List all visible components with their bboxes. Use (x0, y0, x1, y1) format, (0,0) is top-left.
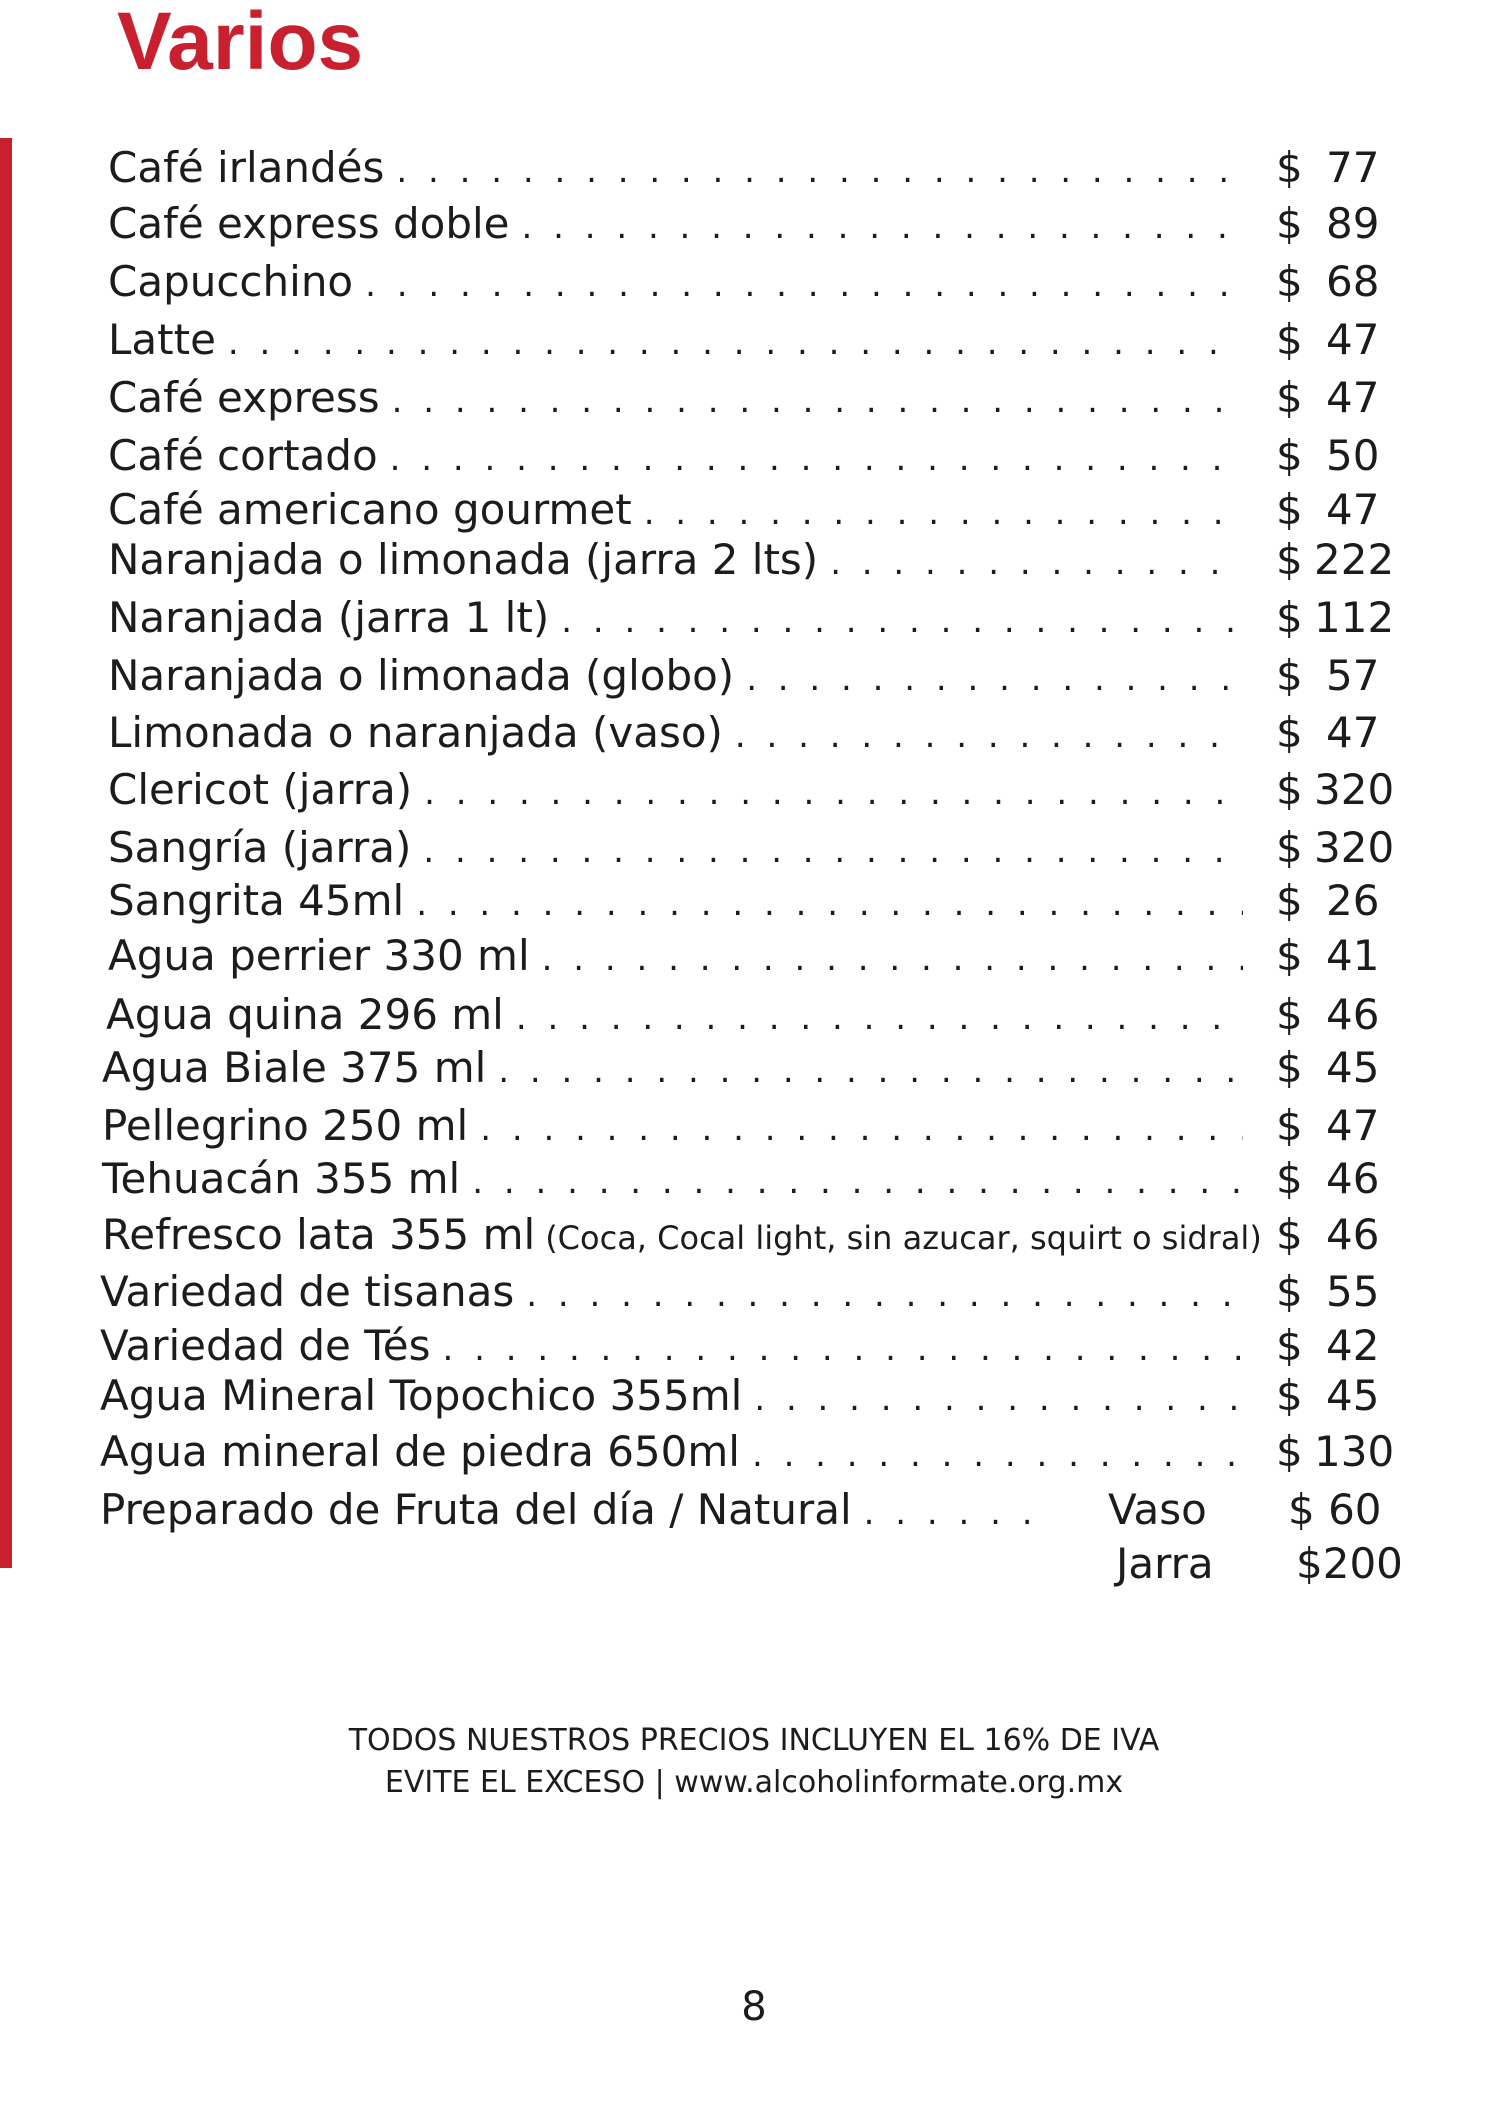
menu-item (108, 428, 1255, 484)
item-name: Preparado de Fruta del día / Natural (100, 1485, 852, 1534)
dot-leader (516, 990, 1243, 1046)
menu-item (108, 370, 1255, 426)
currency-symbol: $ (1276, 708, 1303, 757)
menu-item (108, 532, 1255, 588)
currency-symbol: $ (1276, 990, 1303, 1039)
menu-item (108, 196, 1255, 252)
item-name: Agua perrier 330 ml (108, 931, 530, 980)
currency-symbol: $ (1276, 876, 1303, 925)
currency-symbol: $ (1276, 823, 1303, 872)
menu-item (108, 873, 1255, 929)
item-name: Variedad de tisanas (100, 1267, 515, 1316)
price-amount: 45 (1326, 1371, 1380, 1420)
menu-item (102, 1098, 1255, 1154)
currency-symbol: $ (1276, 651, 1303, 700)
menu-item-fruit (100, 1482, 1065, 1538)
menu-item (108, 590, 1255, 646)
menu-item (100, 1424, 1255, 1480)
size-option (1108, 1536, 1403, 1590)
menu-item (100, 1368, 1255, 1424)
item-name: Naranjada (jarra 1 lt) (108, 593, 550, 642)
dot-leader (521, 199, 1243, 255)
item-name: Naranjada o limonada (globo) (108, 651, 735, 700)
menu-item (102, 1040, 1255, 1096)
price-amount: 42 (1326, 1321, 1380, 1370)
currency-symbol: $ (1276, 931, 1303, 980)
price-amount: 26 (1326, 876, 1380, 925)
dot-leader (396, 143, 1243, 199)
menu-item (102, 1207, 1262, 1263)
menu-item (108, 648, 1255, 704)
item-price (1276, 1207, 1416, 1263)
size-label: Vaso (1108, 1485, 1207, 1534)
item-name: Variedad de Tés (100, 1321, 431, 1370)
item-name: Clericot (jarra) (108, 765, 413, 814)
item-name: Agua mineral de piedra 650ml (100, 1427, 740, 1476)
item-price (1276, 312, 1416, 368)
dot-leader (752, 1427, 1243, 1483)
price-amount: 320 (1314, 765, 1395, 814)
menu-item (100, 1264, 1255, 1320)
price-amount: 47 (1326, 708, 1380, 757)
size-option (1108, 1482, 1403, 1536)
price-amount: 320 (1314, 823, 1395, 872)
item-price (1276, 254, 1416, 310)
menu-item (102, 1151, 1255, 1207)
price-amount: 46 (1326, 1210, 1380, 1259)
item-price (1276, 1318, 1416, 1374)
price-amount: 47 (1326, 315, 1380, 364)
item-name: Café cortado (108, 431, 378, 480)
item-name: Refresco lata 355 ml (102, 1210, 536, 1259)
price-amount: 130 (1314, 1427, 1395, 1476)
item-name: Capucchino (108, 257, 354, 306)
currency-symbol: $ (1276, 315, 1303, 364)
menu-item (108, 762, 1255, 818)
price-amount: 46 (1326, 990, 1380, 1039)
price-amount: 50 (1326, 431, 1380, 480)
item-price (1276, 196, 1416, 252)
menu-item (108, 928, 1255, 984)
item-price (1276, 428, 1416, 484)
page-title: Varios (117, 0, 364, 87)
dot-leader (423, 823, 1243, 879)
item-price (1276, 370, 1416, 426)
dot-leader (416, 876, 1243, 932)
item-name: Sangrita 45ml (108, 876, 405, 925)
item-price (1276, 1264, 1416, 1320)
item-price (1276, 987, 1416, 1043)
price-amount: 47 (1326, 373, 1380, 422)
currency-symbol: $ (1276, 535, 1303, 584)
dot-leader (390, 431, 1243, 487)
dot-leader (365, 257, 1243, 313)
currency-symbol: $ (1276, 1371, 1303, 1420)
menu-item (108, 254, 1255, 310)
item-name: Agua Biale 375 ml (102, 1043, 487, 1092)
item-price (1276, 820, 1404, 876)
dot-leader (472, 1154, 1243, 1210)
item-name: Agua Mineral Topochico 355ml (100, 1371, 743, 1420)
item-price (1276, 648, 1416, 704)
item-price (1276, 1424, 1404, 1480)
price-amount: 68 (1326, 257, 1380, 306)
dot-leader (830, 535, 1243, 591)
price-amount: 57 (1326, 651, 1380, 700)
currency-symbol: $ (1276, 485, 1303, 534)
currency-symbol: $ (1276, 1043, 1303, 1092)
dot-leader (424, 765, 1243, 821)
currency-symbol: $ (1276, 593, 1303, 642)
dot-leader (735, 708, 1243, 764)
price-amount: 222 (1314, 535, 1395, 584)
dot-leader (526, 1267, 1243, 1323)
size-price: $200 (1296, 1539, 1403, 1588)
price-amount: 112 (1314, 593, 1395, 642)
dot-leader (392, 373, 1243, 429)
item-name: Café express doble (108, 199, 510, 248)
responsible-drinking-notice: EVITE EL EXCESO | www.alcoholinformate.org.mx (384, 1765, 1124, 1800)
tax-notice: TODOS NUESTROS PRECIOS INCLUYEN EL 16% DE IVA (348, 1723, 1160, 1758)
item-name: Tehuacán 355 ml (102, 1154, 461, 1203)
item-name: Naranjada o limonada (jarra 2 lts) (108, 535, 819, 584)
footer (0, 1720, 1508, 1804)
currency-symbol: $ (1276, 1427, 1303, 1476)
dot-leader (542, 931, 1243, 987)
item-name: Café irlandés (108, 143, 385, 192)
menu-item (108, 820, 1255, 876)
currency-symbol: $ (1276, 257, 1303, 306)
price-amount: 47 (1326, 1101, 1380, 1150)
currency-symbol: $ (1276, 1210, 1303, 1259)
item-price (1276, 1040, 1416, 1096)
currency-symbol: $ (1276, 143, 1303, 192)
menu-item (108, 140, 1255, 196)
dot-leader (480, 1101, 1243, 1157)
item-name: Café express (108, 373, 380, 422)
item-price (1276, 705, 1416, 761)
size-label: Jarra (1116, 1539, 1214, 1588)
item-name: Latte (108, 315, 216, 364)
currency-symbol: $ (1276, 373, 1303, 422)
page-number: 8 (741, 1984, 767, 2030)
currency-symbol: $ (1276, 199, 1303, 248)
dot-leader (228, 315, 1243, 371)
currency-symbol: $ (1276, 1101, 1303, 1150)
fruit-size-prices (1108, 1482, 1403, 1590)
dot-leader (561, 593, 1243, 649)
item-price (1276, 1151, 1416, 1207)
item-price (1276, 1368, 1416, 1424)
item-price (1276, 590, 1404, 646)
price-amount: 41 (1326, 931, 1380, 980)
item-price (1276, 928, 1416, 984)
item-price (1276, 762, 1404, 818)
currency-symbol: $ (1276, 1267, 1303, 1316)
menu-item (108, 482, 1255, 538)
price-amount: 45 (1326, 1043, 1380, 1092)
price-amount: 47 (1326, 485, 1380, 534)
item-price (1276, 482, 1416, 538)
dot-leader (754, 1371, 1243, 1427)
item-price (1276, 532, 1404, 588)
currency-symbol: $ (1276, 1321, 1303, 1370)
menu-item (106, 987, 1255, 1043)
size-price: $ 60 (1288, 1485, 1382, 1534)
price-amount: 46 (1326, 1154, 1380, 1203)
item-note: (Coca, Cocal light, sin azucar, squirt o sidral) (545, 1219, 1262, 1257)
item-price (1276, 1098, 1416, 1154)
item-name: Limonada o naranjada (vaso) (108, 708, 723, 757)
price-amount: 89 (1326, 199, 1380, 248)
price-amount: 77 (1326, 143, 1380, 192)
item-name: Café americano gourmet (108, 485, 632, 534)
currency-symbol: $ (1276, 765, 1303, 814)
dot-leader (498, 1043, 1243, 1099)
menu-item (108, 705, 1255, 761)
currency-symbol: $ (1276, 431, 1303, 480)
price-amount: 55 (1326, 1267, 1380, 1316)
item-price (1276, 140, 1416, 196)
item-name: Pellegrino 250 ml (102, 1101, 469, 1150)
menu-item (108, 312, 1255, 368)
dot-leader (746, 651, 1243, 707)
currency-symbol: $ (1276, 1154, 1303, 1203)
dot-leader (864, 1485, 1053, 1541)
item-price (1276, 873, 1416, 929)
item-name: Agua quina 296 ml (106, 990, 504, 1039)
item-name: Sangría (jarra) (108, 823, 412, 872)
menu-item (100, 1318, 1255, 1374)
